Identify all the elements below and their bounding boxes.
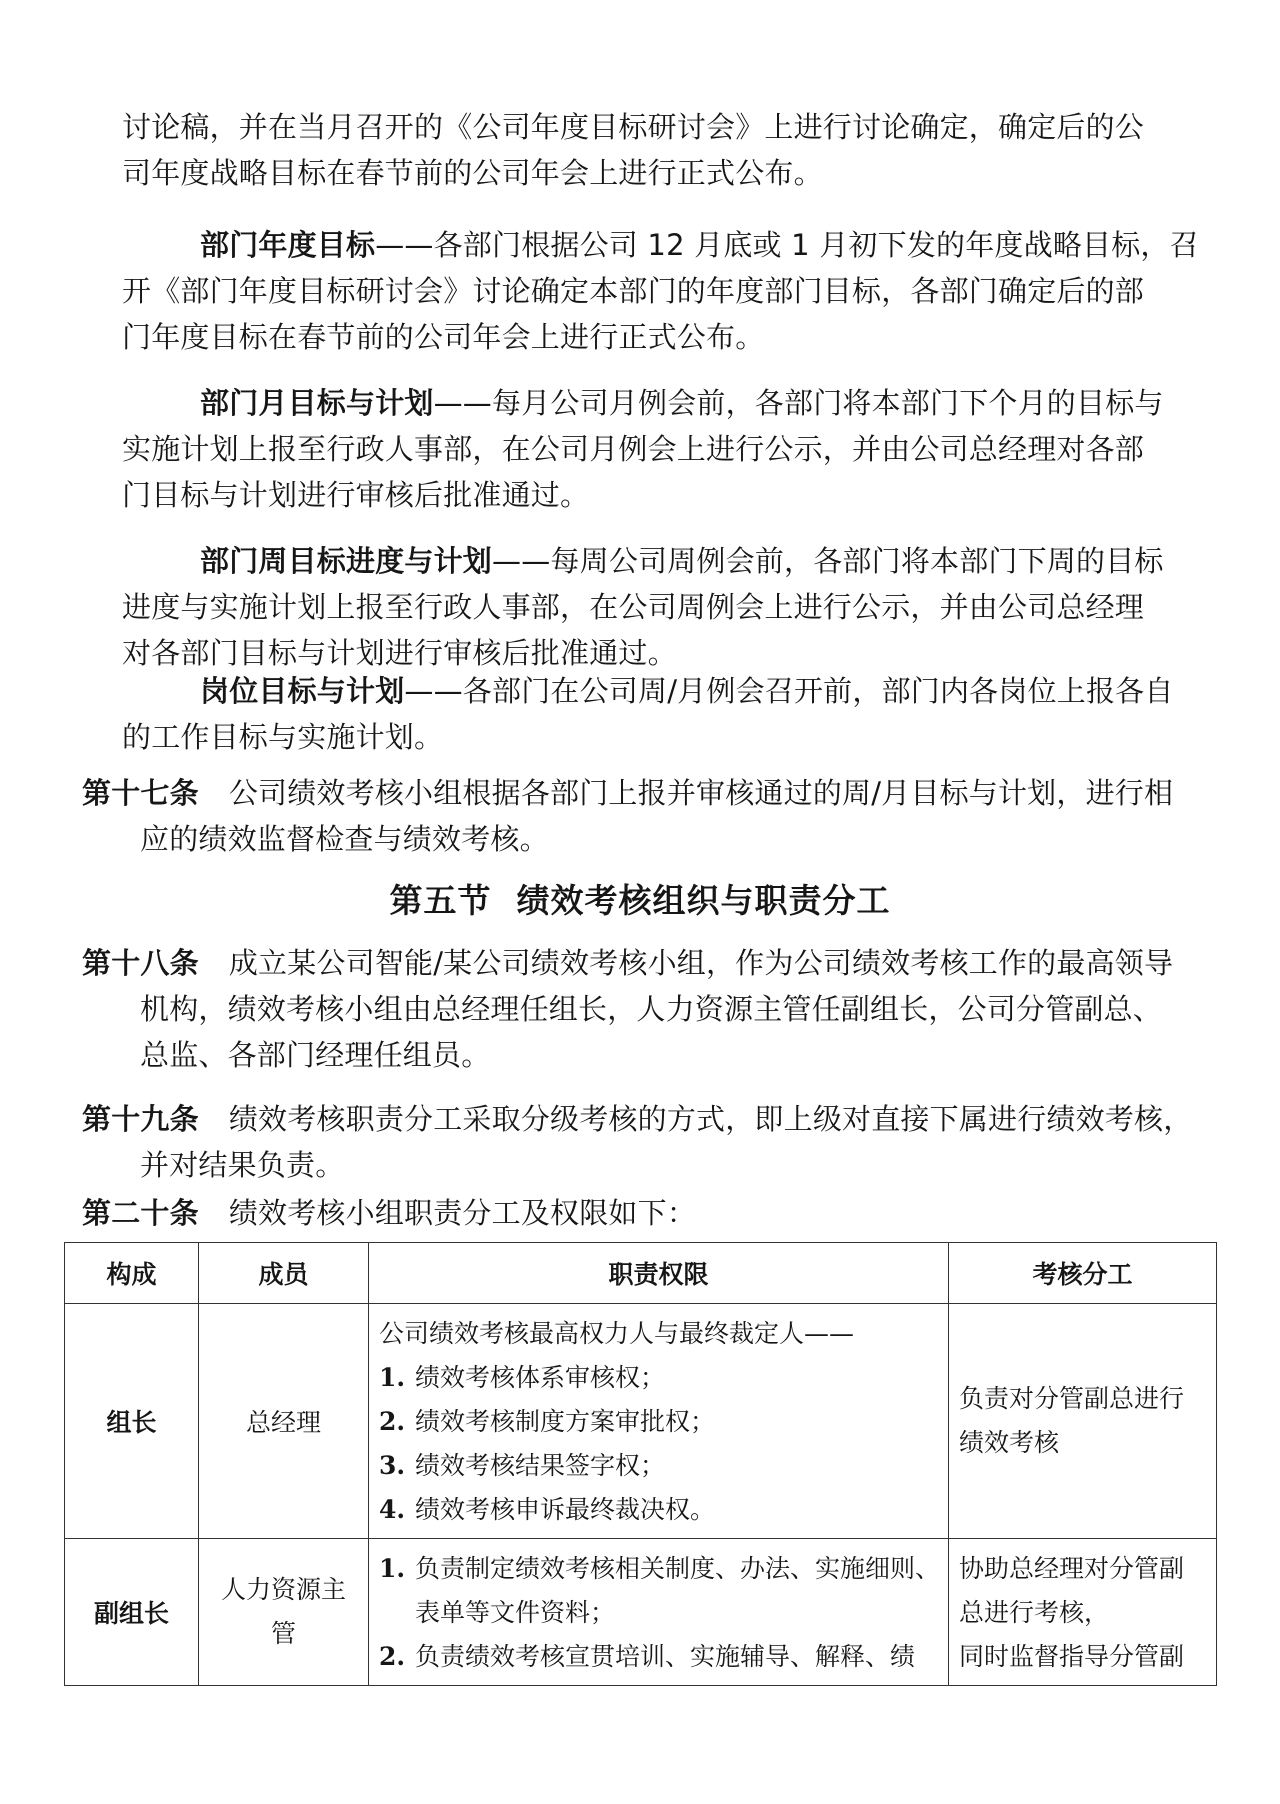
duty-cell xyxy=(369,1539,949,1686)
paragraph-line: 部门月目标与计划——每月公司月例会前，各部门将本部门下个月的目标与 xyxy=(200,386,1164,420)
article-18: 第十八条 成立某公司智能/某公司绩效考核小组，作为公司绩效考核工作的最高领导 xyxy=(82,946,1174,980)
paragraph-line: 部门年度目标——各部门根据公司 12 月底或 1 月初下发的年度战略目标，召 xyxy=(200,228,1199,262)
article-number: 第十八条 xyxy=(82,946,199,980)
paragraph-line: 的工作目标与实施计划。 xyxy=(122,720,444,754)
duty-item: 4. 绩效考核申诉最终裁决权。 xyxy=(379,1495,716,1524)
role-cell: 组长 xyxy=(65,1304,199,1539)
duty-item: 1. 负责制定绩效考核相关制度、办法、实施细则、 xyxy=(379,1554,941,1583)
duty-item: 2. 绩效考核制度方案审批权； xyxy=(379,1407,716,1436)
article-19: 第十九条 绩效考核职责分工采取分级考核的方式，即上级对直接下属进行绩效考核， xyxy=(82,1102,1193,1136)
paragraph-line: 总监、各部门经理任组员。 xyxy=(140,1038,491,1072)
header-composition: 构成 xyxy=(65,1243,199,1304)
paragraph-line: 实施计划上报至行政人事部，在公司月例会上进行公示，并由公司总经理对各部 xyxy=(122,432,1145,466)
article-20: 第二十条 绩效考核小组职责分工及权限如下： xyxy=(82,1196,697,1230)
paragraph-line: 进度与实施计划上报至行政人事部，在公司周例会上进行公示，并由公司总经理 xyxy=(122,590,1145,624)
duty-table xyxy=(64,1242,1217,1686)
assessment-cell: 协助总经理对分管副 总进行考核， 同时监督指导分管副 xyxy=(949,1539,1217,1686)
paragraph-line: 司年度战略目标在春节前的公司年会上进行正式公布。 xyxy=(122,156,823,190)
paragraph-line: 岗位目标与计划——各部门在公司周/月例会召开前，部门内各岗位上报各自 xyxy=(200,674,1174,708)
article-17: 第十七条 公司绩效考核小组根据各部门上报并审核通过的周/月目标与计划，进行相 xyxy=(82,776,1174,810)
table-header-row xyxy=(65,1243,1217,1304)
duty-intro: 公司绩效考核最高权力人与最终裁定人—— xyxy=(379,1319,855,1348)
paragraph-line: 并对结果负责。 xyxy=(140,1148,345,1182)
duty-item: 3. 绩效考核结果签字权； xyxy=(379,1451,666,1480)
table-row xyxy=(65,1304,1217,1539)
paragraph-line: 门目标与计划进行审核后批准通过。 xyxy=(122,478,590,512)
article-number: 第二十条 xyxy=(82,1196,199,1230)
assessment-cell: 负责对分管副总进行 绩效考核 xyxy=(949,1304,1217,1539)
paragraph-line: 机构，绩效考核小组由总经理任组长，人力资源主管任副组长，公司分管副总、 xyxy=(140,992,1163,1026)
term-heading: 部门年度目标 xyxy=(200,228,376,262)
article-number: 第十七条 xyxy=(82,776,199,810)
duty-item-continued: 表单等文件资料； xyxy=(415,1598,616,1627)
term-heading: 岗位目标与计划 xyxy=(200,674,405,708)
paragraph-line: 门年度目标在春节前的公司年会上进行正式公布。 xyxy=(122,320,765,354)
section-title: 第五节 绩效考核组织与职责分工 xyxy=(389,881,891,920)
duty-item: 2. 负责绩效考核宣贯培训、实施辅导、解释、绩 xyxy=(379,1642,916,1671)
paragraph-line: 应的绩效监督检查与绩效考核。 xyxy=(140,822,549,856)
member-cell: 人力资源主 管 xyxy=(199,1539,369,1686)
table-row xyxy=(65,1539,1217,1686)
duty-cell xyxy=(369,1304,949,1539)
article-number: 第十九条 xyxy=(82,1102,199,1136)
paragraph-line: 讨论稿，并在当月召开的《公司年度目标研讨会》上进行讨论确定，确定后的公 xyxy=(122,110,1145,144)
term-heading: 部门月目标与计划 xyxy=(200,386,434,420)
header-duties: 职责权限 xyxy=(369,1243,949,1304)
role-cell: 副组长 xyxy=(65,1539,199,1686)
term-heading: 部门周目标进度与计划 xyxy=(200,544,493,578)
paragraph-line: 开《部门年度目标研讨会》讨论确定本部门的年度部门目标，各部门确定后的部 xyxy=(122,274,1145,308)
header-member: 成员 xyxy=(199,1243,369,1304)
member-cell: 总经理 xyxy=(199,1304,369,1539)
paragraph-line: 对各部门目标与计划进行审核后批准通过。 xyxy=(122,636,677,670)
paragraph-line: 部门周目标进度与计划——每周公司周例会前，各部门将本部门下周的目标 xyxy=(200,544,1164,578)
header-assessment: 考核分工 xyxy=(949,1243,1217,1304)
duty-item: 1. 绩效考核体系审核权； xyxy=(379,1363,666,1392)
